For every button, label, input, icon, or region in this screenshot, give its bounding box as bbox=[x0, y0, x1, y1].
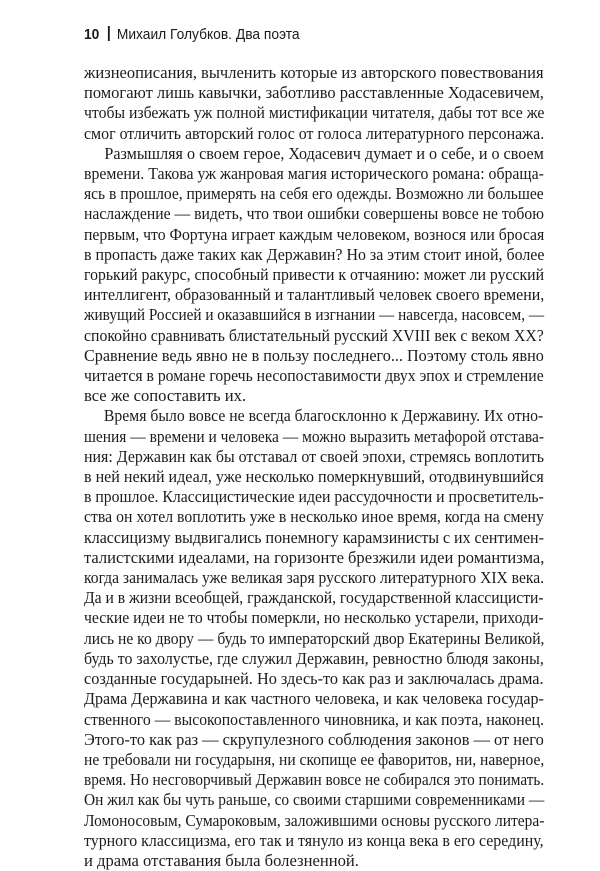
text-line: созданные государыней. Но здесь-то как раз и заключалась драма. bbox=[84, 669, 544, 689]
paragraph bbox=[84, 144, 544, 407]
text-line: время. Но несговорчивый Державин вовсе не собирался это понимать. bbox=[84, 770, 545, 790]
text-line: будь то захолустье, где служил Державин, ревностно блюдя законы, bbox=[84, 648, 544, 668]
text-line: в ней некий идеал, уже несколько померкнувший, отодвинувшийся bbox=[84, 467, 544, 487]
text-line: шения — времени и человека — можно выразить метафорой отстава- bbox=[84, 426, 545, 446]
text-line: чтобы избежать уж полной мистификации читателя, дабы тот все же bbox=[84, 103, 545, 123]
paragraph bbox=[84, 63, 544, 144]
text-line: лись не ко двору — будь то императорский двор Екатерины Великой, bbox=[84, 628, 545, 648]
text-line: Он жил как бы чуть раньше, со своими старшими современниками — bbox=[84, 790, 545, 810]
text-line: талистскими идеалами, на горизонте брезжили идеи романтизма, bbox=[84, 547, 545, 567]
text-line: Время было вовсе не всегда благосклонно к Державину. Их отно- bbox=[103, 406, 544, 426]
text-line: помогают лишь кавычки, заботливо расставленные Ходасевичем, bbox=[84, 83, 544, 103]
header-divider bbox=[108, 26, 110, 41]
text-line: наслаждение — видеть, что твои ошибки совершены вовсе не тобою bbox=[84, 204, 544, 224]
text-line: ния: Державин как бы отставал от своей эпохи, стремясь воплотить bbox=[84, 446, 545, 466]
text-line: Ломоносовым, Сумароковым, заложившими основы русского литера- bbox=[84, 810, 545, 830]
text-line: Сравнение ведь явно не в пользу последнего... Поэтому столь явно bbox=[84, 345, 544, 365]
text-line: классицизму выдвигались понемногу карамзинисты с их сентимен- bbox=[84, 527, 544, 547]
text-line: первым, что Фортуна играет каждым человеком, вознося или бросая bbox=[84, 224, 545, 244]
text-line: и драма отставания была болезненной. bbox=[84, 850, 359, 870]
text-line: Да и в жизни всеобщей, гражданской, государственной классицисти- bbox=[84, 588, 544, 608]
running-head bbox=[84, 26, 300, 43]
text-line: жизнеописания, вычленить которые из авторского повествования bbox=[84, 63, 544, 82]
text-line: не требовали ни государыня, ни скопище ее фаворитов, ни, наверное, bbox=[84, 749, 545, 769]
text-line: Драма Державина и как частного человека, и как человека государ- bbox=[84, 689, 544, 709]
text-line: читается в романе горечь несопоставимости двух эпох и стремление bbox=[84, 366, 544, 386]
text-line: живущий Россией и оказавшийся в изгнании — навсегда, насовсем, — bbox=[84, 305, 545, 325]
text-line: ясь в прошлое, примерять на себя его одежды. Возможно ли большее bbox=[84, 184, 544, 204]
text-line: все же сопоставить их. bbox=[84, 386, 247, 406]
text-line: в пропасть даже таких как Державин? Но за этим стоит иной, более bbox=[84, 244, 545, 264]
text-line: горький ракурс, способный привести к отчаянию: может ли русский bbox=[84, 265, 545, 285]
running-title: Михаил Голубков. Два поэта bbox=[116, 26, 300, 43]
text-line: ческие идеи не то чтобы померкли, но несколько устарели, приходи- bbox=[84, 608, 544, 628]
text-line: Размышляя о своем герое, Ходасевич думает и о себе, и о своем bbox=[104, 143, 544, 163]
page-number: 10 bbox=[84, 26, 100, 43]
text-line: интеллигент, образованный и талантливый человек своего времени, bbox=[84, 285, 545, 305]
text-line: турного классицизма, его так и тянуло из конца века в его середину, bbox=[84, 830, 544, 850]
text-line: Этого-то как раз — скрупулезного соблюдения законов — от него bbox=[84, 729, 544, 749]
text-line: времени. Такова уж жанровая магия исторического романа: обраща- bbox=[84, 164, 544, 184]
text-line: в прошлое. Классицистические идеи рассудочности и просветитель- bbox=[84, 487, 544, 507]
text-line: спокойно сравнивать блистательный русский XVIII век с веком XX? bbox=[84, 325, 544, 345]
text-line: когда занималась уже великая заря русского литературного XIX века. bbox=[84, 568, 545, 588]
text-line: смог отличить авторский голос от голоса литературного персонажа. bbox=[84, 123, 545, 143]
text-line: ства он хотел воплотить уже в несколько иное время, когда на смену bbox=[84, 507, 544, 527]
text-line: ственного — высокопоставленного чиновника, и как поэта, наконец. bbox=[84, 709, 544, 729]
paragraph bbox=[84, 406, 544, 871]
